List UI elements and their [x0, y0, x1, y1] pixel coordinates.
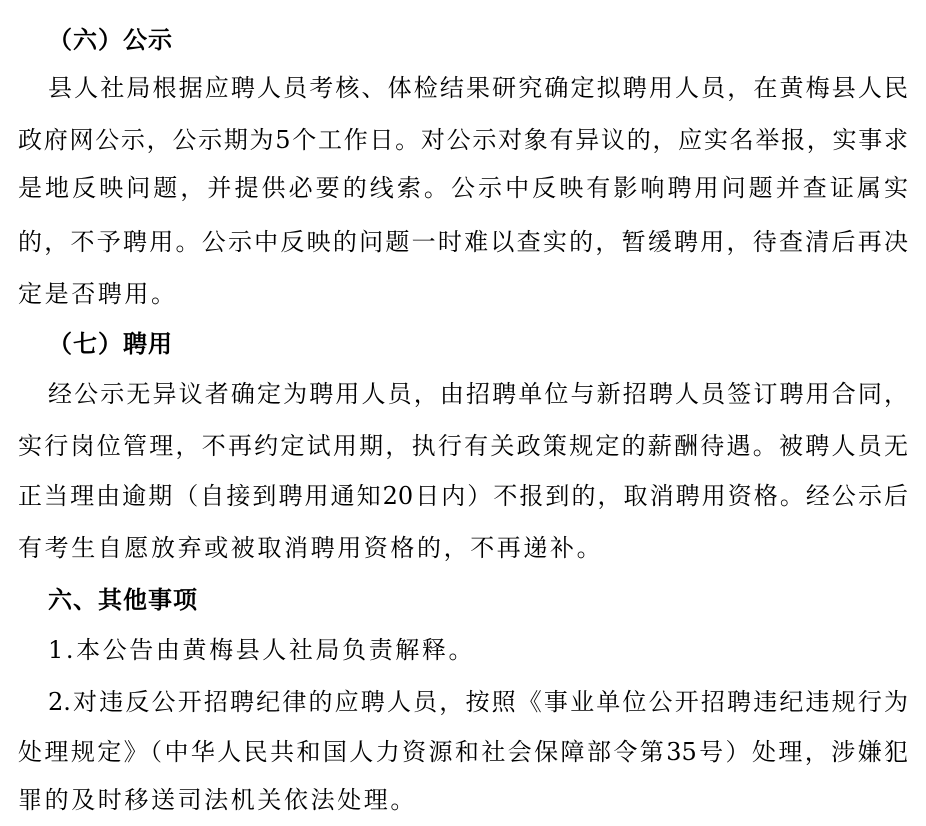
paragraph-line: 实行岗位管理，不再约定试用期，执行有关政策规定的薪酬待遇。被聘人员无	[18, 432, 908, 460]
paragraph-line: 政府网公示，公示期为5个工作日。对公示对象有异议的，应实名举报，实事求	[18, 126, 908, 154]
paragraph-line: 正当理由逾期（自接到聘用通知20日内）不报到的，取消聘用资格。经公示后	[18, 482, 908, 510]
heading-employment: （七）聘用	[48, 329, 173, 358]
list-item: 2.对违反公开招聘纪律的应聘人员，按照《事业单位公开招聘违纪违规行为	[48, 688, 908, 716]
list-item: 1.本公告由黄梅县人社局负责解释。	[48, 636, 476, 664]
paragraph-line: 处理规定》（中华人民共和国人力资源和社会保障部令第35号）处理，涉嫌犯	[18, 738, 908, 766]
heading-other-matters: 六、其他事项	[48, 585, 198, 614]
paragraph-line: 是地反映问题，并提供必要的线索。公示中反映有影响聘用问题并查证属实	[18, 174, 908, 202]
paragraph-line: 县人社局根据应聘人员考核、体检结果研究确定拟聘用人员，在黄梅县人民	[48, 74, 908, 102]
paragraph-line: 的，不予聘用。公示中反映的问题一时难以查实的，暂缓聘用，待查清后再决	[18, 228, 908, 256]
heading-publicity: （六）公示	[48, 25, 173, 54]
paragraph-line: 定是否聘用。	[18, 280, 178, 308]
paragraph-line: 有考生自愿放弃或被取消聘用资格的，不再递补。	[18, 534, 604, 562]
paragraph-line: 罪的及时移送司法机关依法处理。	[18, 786, 417, 814]
paragraph-line: 经公示无异议者确定为聘用人员，由招聘单位与新招聘人员签订聘用合同，	[48, 380, 908, 408]
